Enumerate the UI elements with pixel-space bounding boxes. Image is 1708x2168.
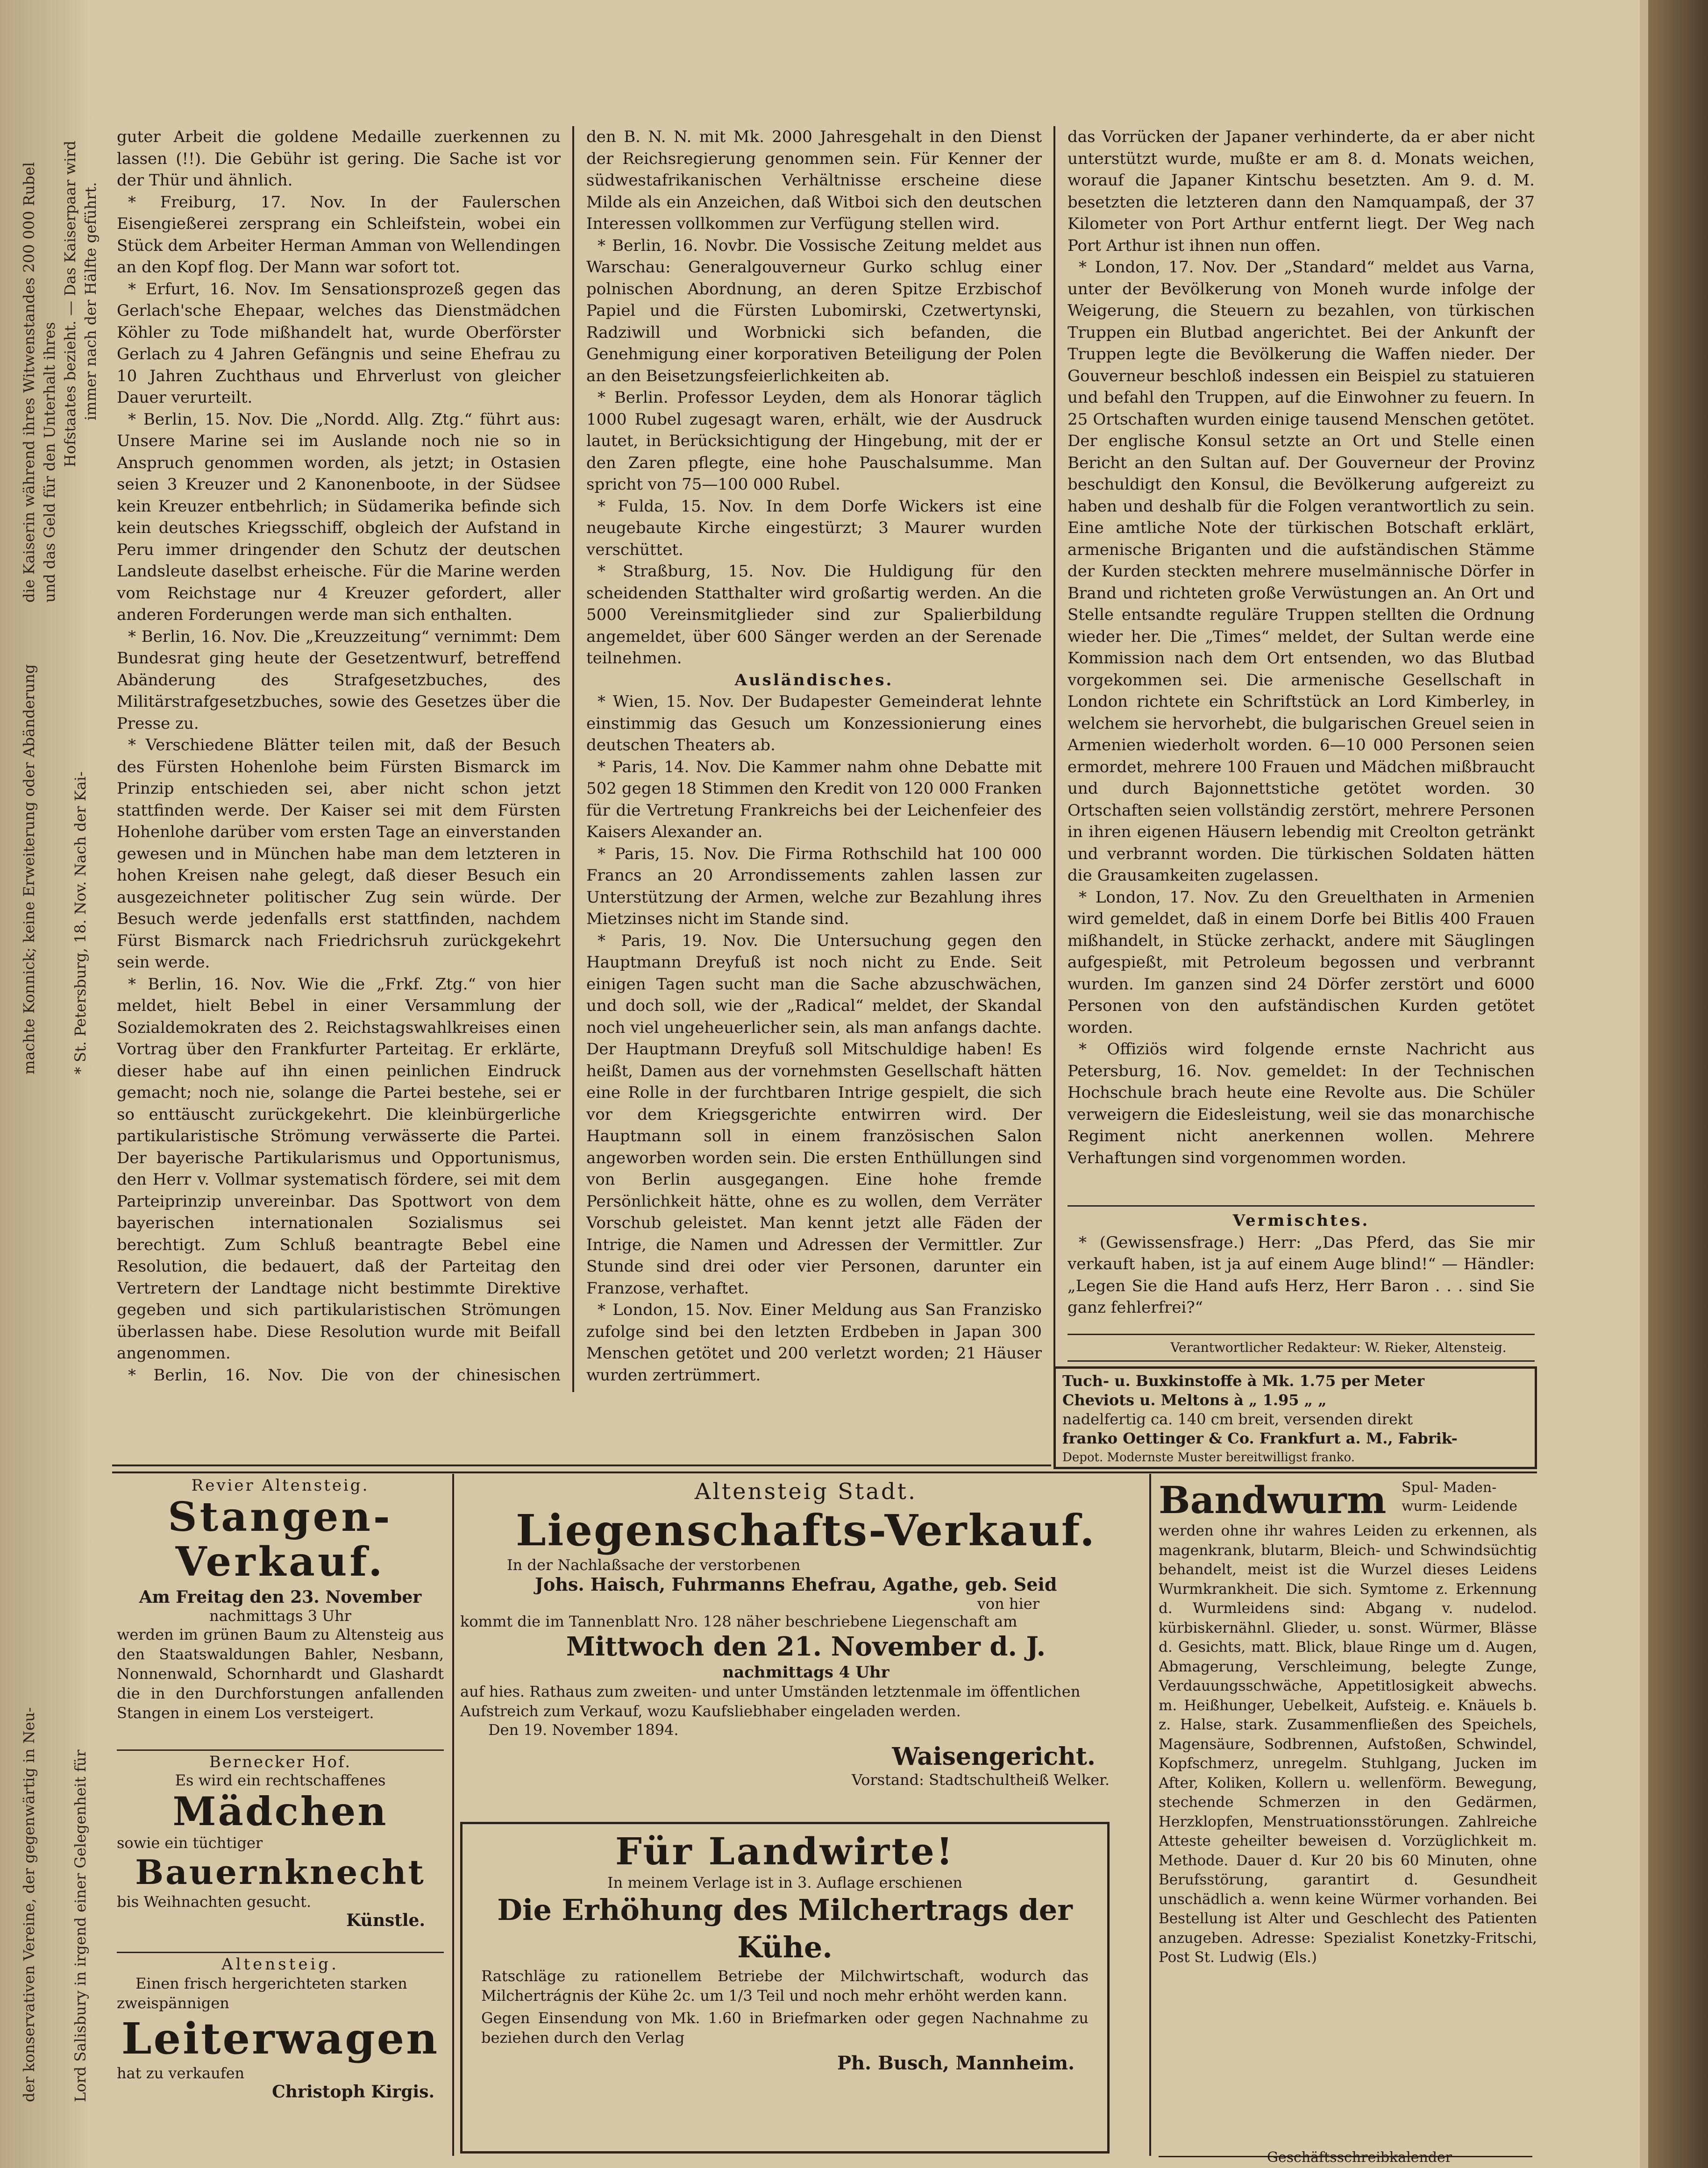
cloth-advert-line: nadelfertig ca. 140 cm breit, versenden direkt <box>1062 1410 1413 1428</box>
article: * Wien, 15. Nov. Der Budapester Gemeinderat lehnte einstimmig das Gesuch um Konzessionierung eines deutschen Theaters ab. <box>586 692 1042 754</box>
advert-divider <box>117 1749 444 1751</box>
advert-stangen-verkauf <box>117 1476 444 1723</box>
news-column-3 <box>1068 126 1535 1215</box>
advert-landwirte <box>460 1822 1110 2154</box>
advert-text: Johs. Haisch, Fuhrmanns Ehefrau, Agathe, geb. Seid <box>535 1574 1057 1595</box>
article: * Berlin, 16. Nov. Wie die „Frkf. Ztg.“ von hier meldet, hielt Bebel in einer Versammlung der Sozialdemokraten des 2. Reichstagswahlkreises einen Vortrag über den Frankfurter Parteitag. Er erklärte, dieser habe auf ihn einen peinlichen Eindruck gemacht; noch nie, solange die Partei bestehe, sei er so enttäuscht zurückgekehrt. Die kleinbürgerliche partikularistische Strömung verwässerte die Partei. Der bayerische Partikularismus und Opportunismus, den Herr v. Vollmar systematisch fördere, sei mit dem Parteiprinzip unvereinbar. Das Spottwort von dem bayerischen internationalen Sozialismus sei berechtigt. Zum Schluß beantragte Bebel eine Resolution, die bedauert, daß der Parteitag den Vertretern der Landtage nicht bestimmte Direktive gegeben und sich partikularistischen Strömungen überlassen habe. Diese Resolution wurde mit Beifall angenommen. <box>117 974 561 1363</box>
article: * Berlin. Professor Leyden, dem als Honorar täglich 1000 Rubel zugesagt waren, erhält, wie der Ausdruck lautet, in Berücksichtigung der Hingebung, mit der er den Zaren pflegte, eine hohe Pauschalsumme. Man spricht von 75—100 000 Rubel. <box>586 388 1042 494</box>
cloth-advert-line: Cheviots u. Meltons à „ 1.95 „ „ <box>1062 1391 1327 1409</box>
editor-line: Verantwortlicher Redakteur: W. Rieker, Altensteig. <box>1170 1340 1507 1355</box>
article: * Offiziös wird folgende ernste Nachricht aus Petersburg, 16. Nov. gemeldet: In der Technischen Hochschule brach heute eine Revolte aus. Die Schüler verweigern die Eidesleistung, weil sie das monarchische Regiment nicht anerkennen wollen. Mehrere Verhaftungen sind vorgenommen worden. <box>1068 1040 1535 1167</box>
article <box>586 1386 1042 1387</box>
article: * Paris, 19. Nov. Die Untersuchung gegen den Hauptmann Dreyfuß ist noch nicht zu Ende. Seit einigen Tagen sucht man die Sache abzuschwächen, und doch soll, wie der „Radical“ meldet, der Skandal noch viel ungeheuerlicher sein, als man anfangs dachte. Der Hauptmann Dreyfuß soll Mitschuldige haben! Es heißt, Damen aus der vornehmsten Gesellschaft hätten eine Rolle in der furchtbaren Intrige gespielt, die sich vor dem Kriegsgerichte entwirren wird. Der Hauptmann soll in einem französischen Salon angeworben worden sein. Die ersten Enthüllungen sind von Berlin ausgegangen. Eine hohe fremde Persönlichkeit hätte, ohne es zu wollen, dem Verräter Vorschub geleistet. Man kennt jetzt alle Fäden der Intrige, die Namen und Adressen der Vermittler. Zur Stunde sind drei oder vier Personen, darunter ein Franzose, verhaftet. <box>586 931 1042 1298</box>
advert-intro: Es wird ein rechtschaffenes <box>175 1771 386 1789</box>
advert-signature: Künstle. <box>346 1911 425 1930</box>
news-column-1 <box>117 126 561 1387</box>
section-divider <box>1068 1205 1535 1207</box>
article: * London, 15. Nov. Einer Meldung aus San Franzisko zufolge sind bei den letzten Erdbeben in Japan 300 Menschen getötet und 200 verletzt worden; 21 Häuser wurden zertrümmert. <box>586 1301 1042 1385</box>
ads-divider <box>112 1464 1051 1466</box>
spine-text-4: immer nach der Hälfte geführt. <box>82 182 100 420</box>
article: * Berlin, 16. Nov. Die „Kreuzzeitung“ vernimmt: Dem Bundesrat ging heute der Gesetzentwurf, betreffend Abänderung des Strafgesetzbuches, des Militärstrafgesetzbuches, sowie des Gesetzes über die Presse zu. <box>117 627 561 733</box>
advert-title: Bauernknecht <box>135 1852 426 1892</box>
section-divider <box>1068 1360 1535 1362</box>
advert-text: hat zu verkaufen <box>117 2064 245 2082</box>
column-divider <box>1149 1474 1151 2156</box>
advert-signature: Waisengericht. <box>892 1742 1096 1771</box>
article: * Fulda, 15. Nov. In dem Dorfe Wickers ist eine neugebaute Kirche eingestürzt; 3 Maurer wurden verschüttet. <box>586 497 1042 559</box>
article: * Paris, 15. Nov. Die Firma Rothschild hat 100 000 Francs an 20 Arrondissements zahlen lassen zur Unterstützung der Armen, welche zur Bezahlung ihres Mietzinses nicht im Stande sind. <box>586 844 1042 928</box>
column-divider <box>452 1474 454 2156</box>
section-heading-misc: Vermischtes. <box>1232 1211 1370 1230</box>
article: * Berlin, 15. Nov. Die „Nordd. Allg. Ztg.“ führt aus: Unsere Marine sei im Auslande noch nie so in Anspruch genommen worden, als jetzt; in Ostasien seien 3 Kreuzer und 2 Kanonenboote, in der Südsee kein Kreuzer entbehrlich; in Südamerika befinde sich kein deutsches Kriegsschiff, obgleich der Aufstand in Peru immer dringender den Schutz der deutschen Landsleute daselbst erheische. Für die Marine werden vom Reichstage nur 4 Kreuzer gefordert, aller anderen Forderungen werde man sich enthalten. <box>117 410 561 624</box>
column-divider <box>572 126 574 1392</box>
advert-signature: Ph. Busch, Mannheim. <box>837 2052 1075 2074</box>
article: den B. N. N. mit Mk. 2000 Jahresgehalt in den Dienst der Reichsregierung genommen sein. Für Kenner der südwestafrikanischen Verhältnisse erscheine diese Milde als ein Anzeichen, daß Witboi sich den deutschen Interessen vollkommen zur Verfügung stellen wird. <box>586 128 1042 233</box>
advert-book-title: Die Erhöhung des Milchertrags der Kühe. <box>497 1893 1073 1964</box>
advert-place: Altensteig Stadt. <box>694 1479 918 1505</box>
advert-text: von hier <box>977 1595 1039 1613</box>
advert-title: Verkauf. <box>175 1538 385 1585</box>
advert-title: Mädchen <box>172 1788 388 1834</box>
advert-time: nachmittags 3 Uhr <box>209 1607 352 1625</box>
advert-side: Spul- Maden- wurm- Leidende <box>1402 1479 1517 1514</box>
cloth-advert <box>1053 1366 1537 1469</box>
article: * Paris, 14. Nov. Die Kammer nahm ohne Debatte mit 502 gegen 18 Stimmen den Kredit von 120 000 Franken für die Vertretung Frankreichs bei der Leichenfeier des Kaisers Alexander an. <box>586 757 1042 841</box>
misc-column <box>1068 1210 1535 1331</box>
book-edge <box>1640 0 1708 2168</box>
advert-place: Altensteig. <box>221 1955 339 1974</box>
advert-liegenschaft <box>460 1479 1152 1789</box>
column-divider <box>1053 126 1055 1392</box>
footer-right: Geschäftsschreibkalender <box>1267 2149 1452 2166</box>
advert-signature: Christoph Kirgis. <box>272 2082 434 2102</box>
advert-date: Mittwoch den 21. November d. J. <box>566 1631 1046 1662</box>
advert-intro: Einen frisch hergerichteten starken zweispännigen <box>117 1975 407 2012</box>
spine-text-6: * St. Petersburg, 18. Nov. Nach der Kai- <box>71 771 89 1074</box>
advert-body: werden ohne ihr wahres Leiden zu erkennen, als magenkrank, blutarm, Bleich- und Schwindsüchtig behandelt, meist ist die Wurzel dieses Leidens Wurmkrankheit. Die sich. Symtome z. Erkennung d. Wurmleidens sind: Abgang v. nudelod. kürbiskernähnl. Glieder, u. sonst. Würmer, Blässe d. Gesichts, matt. Blick, blaue Ringe um d. Augen, Abmagerung, Verschleimung, belegte Zunge, Verdauungsschwäche, Appetitlosigkeit abwechs. m. Heißhunger, Uebelkeit, Aufsteig. e. Knäuels b. z. Halse, stark. Zusammenfließen des Speichels, Magensäure, Sodbrennen, Aufstoßen, Schwindel, Kopfschmerz, unregelm. Stuhlgang, Jucken im After, Koliken, Kollern u. wellenförm. Bewegung, stechende Schmerzen in den Gedärmen, Herzklopfen, Menstruationsstörungen. Zahlreiche Atteste geheilter beweisen d. Vorzüglichkeit m. Methode. Dauer d. Kur 20 bis 60 Minuten, ohne Berufsstörung, garantirt d. Gesundheit unschädlich a. wenn keine Würmer vorhanden. Bei Bestellung ist Alter und Geschlecht des Patienten anzugeben. Adresse: Spezialist Konetzky-Fritschi, Post St. Ludwig (Els.) <box>1159 1522 1537 1966</box>
advert-text: Gegen Einsendung von Mk. 1.60 in Briefmarken oder gegen Nachnahme zu beziehen durch den Verlag <box>481 2009 1089 2047</box>
advert-time: nachmittags 4 Uhr <box>722 1663 890 1682</box>
advert-bandwurm <box>1159 1479 1537 1968</box>
advert-date: Am Freitag den 23. November <box>139 1587 422 1607</box>
article: * Verschiedene Blätter teilen mit, daß der Besuch des Fürsten Hohenlohe beim Fürsten Bismarck im Prinzip entschieden sei, aber nicht schon jetzt stattfinden werde. Der Kaiser sei mit dem Fürsten Hohenlohe darüber vom ersten Tage an einverstanden gewesen und in München habe man dem letzteren in hohen Kreisen nahe gelegt, daß dieser Besuch ein ausgezeichneter politischer Zug sein würde. Der Besuch werde jedenfalls erst stattfinden, nachdem Fürst Bismarck nach Friedrichsruh zurückgekehrt sein werde. <box>117 736 561 972</box>
section-divider <box>1068 1334 1535 1335</box>
article: guter Arbeit die goldene Medaille zuerkennen zu lassen (!!). Die Gebühr ist gering. Die Sache ist vor der Thür und ähnlich. <box>117 128 561 190</box>
spine-text-8: Lord Salisbury in irgend einer Gelegenheit für <box>71 1749 89 2102</box>
advert-divider <box>117 1952 444 1953</box>
advert-text: bis Weihnachten gesucht. <box>117 1893 312 1911</box>
spine-text-3: Hofstaates bezieht. — Das Kaiserpaar wird <box>61 141 79 467</box>
article: * London, 17. Nov. Der „Standard“ meldet aus Varna, unter der Bevölkerung von Moneh wurde infolge der Weigerung, die Steuern zu bezahlen, von türkischen Truppen ein Blutbad angerichtet. Bei der Ankunft der Truppen legte die Bevölkerung die Waffen nieder. Der Gouverneur beschloß indessen ein Beispiel zu statuieren und befahl den Truppen, auf die Einwohner zu feuern. In 25 Ortschaften wurden einige tausend Menschen getötet. Der englische Konsul setzte an Ort und Stelle einen Bericht an den Sultan auf. Der Gouverneur der Provinz beschuldigt den Konsul, die Bevölkerung aufgereizt zu haben und deshalb für die Folgen verantwortlich zu sein. Eine amtliche Note der türkischen Botschaft erklärt, armenische Briganten und die aufständischen Stämme der Kurden steckten mehrere muselmännische Dörfer in Brand und richteten große Verwüstungen an. An Ort und Stelle entsandte reguläre Truppen stellten die Ordnung wieder her. Die „Times“ meldet, der Sultan werde eine Kommission nach dem Ort entsenden, wo das Blutbad vorgekommen sei. Die armenische Gesellschaft in London richtete ein Schriftstück an Lord Kimberley, in welchem sie hervorhebt, die bulgarischen Greuel seien in Armenien wiederholt worden. 6—10 000 Personen seien ermordet, mehrere 100 Frauen und Mädchen mißbraucht und durch Bajonnettstiche getötet worden. 30 Ortschaften seien vollständig zerstört, mehrere Personen in ihren eigenen Häusern lebendig mit Creolton getränkt und verbrannt worden. Die türkischen Soldaten hätten die Grausamkeiten zugelassen. <box>1068 258 1535 885</box>
cloth-advert-line: Depot. Modernste Muster bereitwilligst franko. <box>1062 1450 1355 1464</box>
advert-text: In meinem Verlage ist in 3. Auflage erschienen <box>607 1874 962 1891</box>
article: * Straßburg, 15. Nov. Die Huldigung für den scheidenden Statthalter wird großartig werden. An die 5000 Vereinsmitglieder sind zur Spalierbildung angemeldet, über 600 Sänger werden an der Serenade teilnehmen. <box>586 562 1042 668</box>
advert-title: Stangen- <box>168 1493 393 1541</box>
spine-text-2: und das Geld für den Unterhalt ihres <box>41 322 58 603</box>
advert-place: Bernecker Hof. <box>209 1753 352 1771</box>
advert-signature-sub: Vorstand: Stadtschultheiß Welker. <box>851 1771 1110 1789</box>
advert-text: sowie ein tüchtiger <box>117 1834 263 1852</box>
spine-text-7: der konservativen Vereine, der gegenwärtig in Neu- <box>20 1707 38 2102</box>
advert-maedchen <box>117 1753 444 1930</box>
advert-text: kommt die im Tannenblatt Nro. 128 näher beschriebene Liegenschaft am <box>460 1613 1018 1630</box>
article: * Berlin, 16. Novbr. Die Vossische Zeitung meldet aus Warschau: Generalgouverneur Gurko schlug einer polnischen Abordnung, an deren Spitze Erzbischof Papiel und die Fürsten Lubomirski, Czetwertynski, Radziwill und Worbnicki sich befanden, die Genehmigung einer korporativen Beteiligung der Polen an den Beisetzungsfeierlichkeiten ab. <box>586 236 1042 385</box>
advert-header <box>1159 1479 1537 1521</box>
advert-place: Revier Altensteig. <box>191 1476 370 1495</box>
advert-title: Bandwurm <box>1159 1478 1387 1522</box>
advert-title: Für Landwirte! <box>615 1829 955 1873</box>
advert-text: Ratschläge zu rationellem Betriebe der Milchwirtschaft, wodurch das Milchertrágnis der Kühe 2c. um 1/3 Teil und noch mehr erhöht werden kann. <box>481 1967 1089 2005</box>
article: * Berlin, 16. Nov. Die von der chinesischen <box>128 1365 561 1385</box>
cloth-advert-line: franko Oettinger & Co. Frankfurt a. M., Fabrik- <box>1062 1429 1458 1447</box>
article: * London, 17. Nov. Zu den Greuelthaten in Armenien wird gemeldet, daß in einem Dorfe bei Bitlis 400 Frauen mißhandelt, in Stücke zerhackt, andere mit Säuglingen aufgespießt, mit Petroleum begossen und verbrannt wurden. Im ganzen sind 24 Dörfer zerstört und 6000 Personen von den aufständischen Kurden getötet worden. <box>1068 888 1535 1037</box>
advert-title: Leiterwagen <box>121 2013 440 2064</box>
advert-text: auf hies. Rathaus zum zweiten- und unter Umständen letztenmale im öffentlichen Aufstreich zum Verkauf, wozu Kaufsliebhaber eingeladen werden. <box>460 1683 1081 1720</box>
cloth-advert-line: Tuch- u. Buxkinstoffe à Mk. 1.75 per Meter <box>1062 1372 1425 1390</box>
section-heading-foreign: Ausländisches. <box>734 670 894 689</box>
news-column-2 <box>586 126 1042 1387</box>
advert-body: werden im grünen Baum zu Altensteig aus den Staatswaldungen Bahler, Nesbann, Nonnenwald, Schornhardt und Glashardt die in den Durchforstungen anfallenden Stangen in einem Los versteigert. <box>117 1626 444 1722</box>
article: * Erfurt, 16. Nov. Im Sensationsprozeß gegen das Gerlach'sche Ehepaar, welches das Dienstmädchen Köhler zu Tode mißhandelt hat, wurde Oberförster Gerlach zu 4 Jahren Gefängnis und seine Ehefrau zu 10 Jahren Zuchthaus und Ehrverlust von gleicher Dauer verurteilt. <box>117 279 561 407</box>
advert-text: In der Nachlaßsache der verstorbenen <box>507 1556 801 1574</box>
spine-text-5: machte Konnick; keine Erweiterung oder Abänderung <box>20 664 38 1074</box>
advert-title: Liegenschafts-Verkauf. <box>515 1505 1096 1556</box>
article: * Freiburg, 17. Nov. In der Faulerschen Eisengießerei zersprang ein Schleifstein, wobei ein Stück dem Arbeiter Herman Amman von Wellendingen an den Kopf flog. Der Mann war sofort tot. <box>117 192 561 277</box>
ads-divider <box>112 1471 1537 1473</box>
advert-dated: Den 19. November 1894. <box>488 1721 679 1739</box>
article: das Vorrücken der Japaner verhinderte, da er aber nicht unterstützt wurde, mußte er am 8. d. Monats weichen, worauf die Japaner Kintschu besetzten. Am 9. d. M. besetzten die letzteren dann den Namquampaß, der 37 Kilometer von Port Arthur entfernt liegt. Der Weg nach Port Arthur ist ihnen nun offen. <box>1068 128 1535 255</box>
spine-text-1: die Kaiserin während ihres Witwenstandes 200 000 Rubel <box>20 162 38 603</box>
article: * (Gewissensfrage.) Herr: „Das Pferd, das Sie mir verkauft haben, ist ja auf einem Auge blind!“ — Händler: „Legen Sie die Hand aufs Herz, Herr Baron . . . sind Sie ganz fehlerfrei?“ <box>1068 1233 1535 1317</box>
advert-leiterwagen <box>117 1955 444 2102</box>
